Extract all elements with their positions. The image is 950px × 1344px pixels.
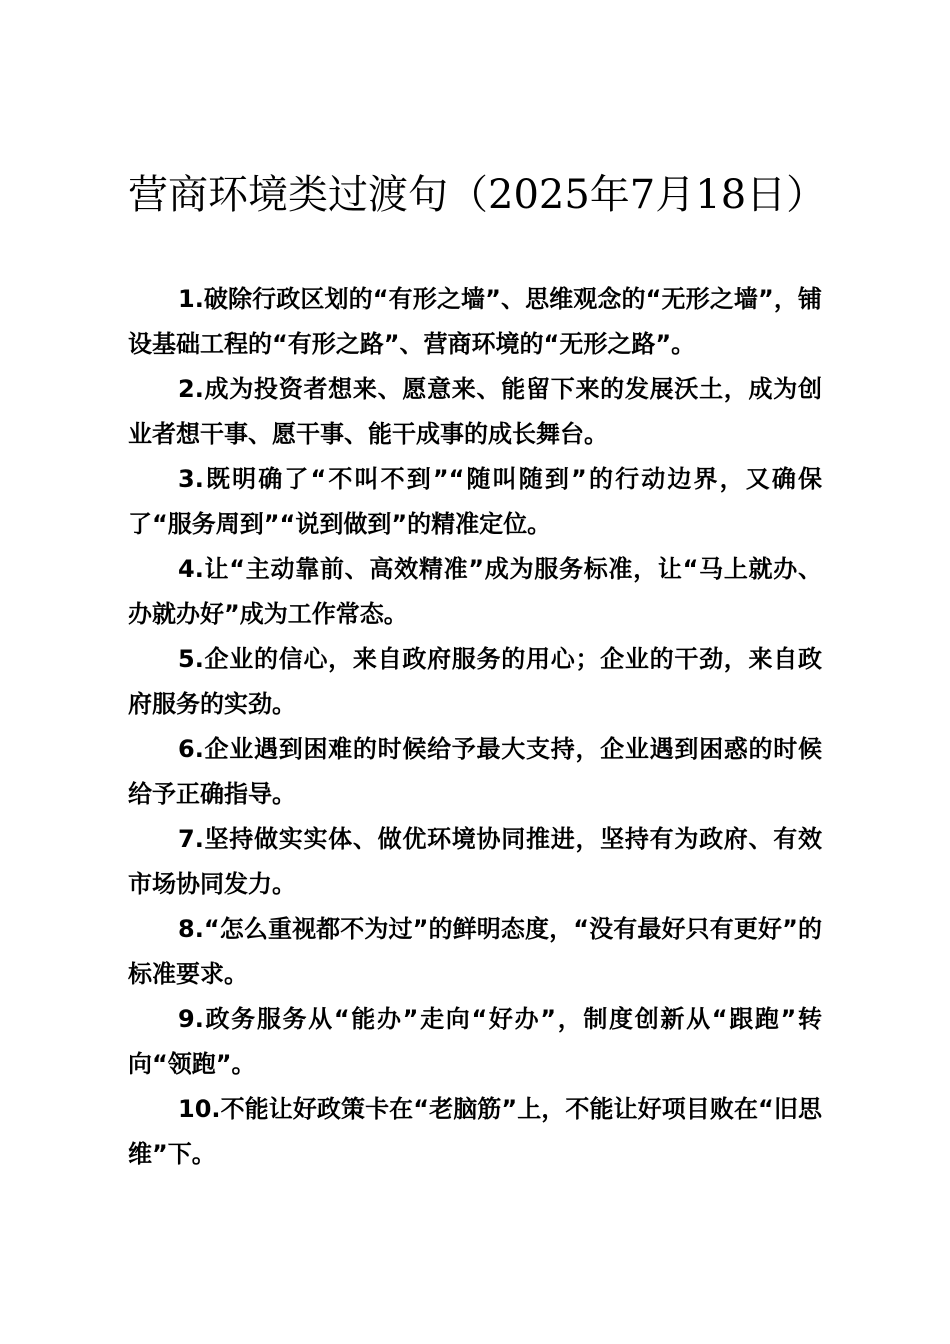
list-item-6: 6.企业遇到困难的时候给予最大支持，企业遇到困惑的时候给予正确指导。 (128, 735, 822, 808)
list-item-9: 9.政务服务从“能办”走向“好办”，制度创新从“跟跑”转向“领跑”。 (128, 1005, 822, 1078)
list-item-10: 10.不能让好政策卡在“老脑筋”上，不能让好项目败在“旧思维”下。 (128, 1095, 822, 1168)
list-item-4: 4.让“主动靠前、高效精准”成为服务标准，让“马上就办、办就办好”成为工作常态。 (128, 555, 822, 628)
list-item-1: 1.破除行政区划的“有形之墙”、思维观念的“无形之墙”，铺设基础工程的“有形之路”、营商环境的“无形之路”。 (128, 285, 822, 358)
document-title: 营商环境类过渡句（2025年7月18日） (128, 172, 827, 218)
list-item-7: 7.坚持做实实体、做优环境协同推进，坚持有为政府、有效市场协同发力。 (128, 825, 822, 898)
list-item-8: 8.“怎么重视都不为过”的鲜明态度，“没有最好只有更好”的标准要求。 (128, 915, 822, 988)
document-body (128, 277, 822, 1177)
list-item-5: 5.企业的信心，来自政府服务的用心；企业的干劲，来自政府服务的实劲。 (128, 645, 822, 718)
list-item-2: 2.成为投资者想来、愿意来、能留下来的发展沃土，成为创业者想干事、愿干事、能干成事的成长舞台。 (128, 375, 822, 448)
list-item-3: 3.既明确了“不叫不到”“随叫随到”的行动边界，又确保了“服务周到”“说到做到”的精准定位。 (128, 465, 822, 538)
